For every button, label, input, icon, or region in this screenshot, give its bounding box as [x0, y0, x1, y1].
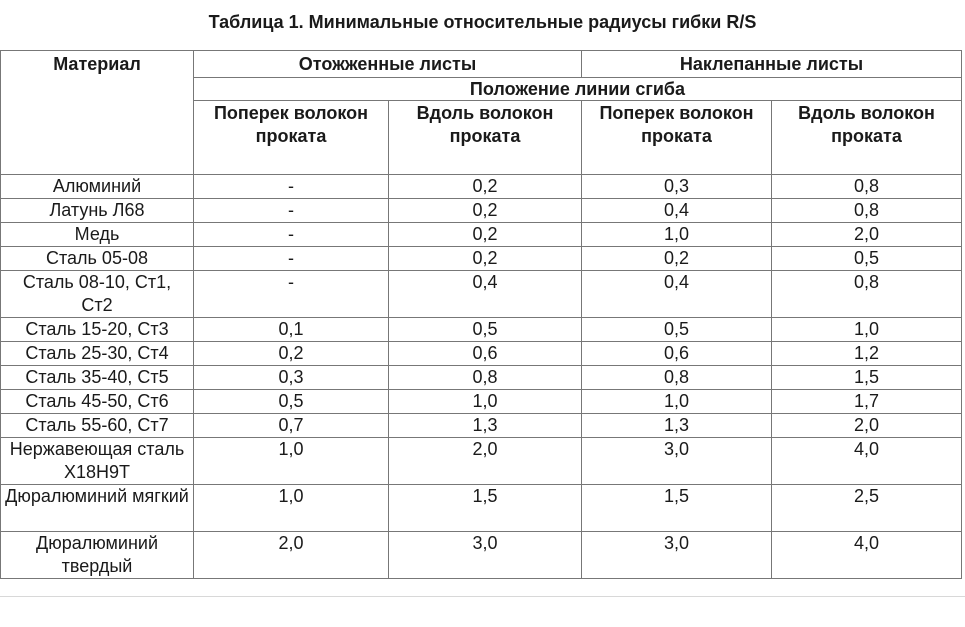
table-row: [1, 199, 962, 223]
table-row: [1, 532, 962, 579]
value-cell: 2,0: [772, 223, 962, 247]
header-hardened-across: Поперек волокон проката: [582, 101, 772, 175]
bottom-divider: [0, 596, 965, 597]
header-annealed-along: Вдоль волокон проката: [389, 101, 582, 175]
value-cell: 4,0: [772, 532, 962, 579]
value-cell: 1,0: [582, 390, 772, 414]
value-cell: 0,6: [389, 342, 582, 366]
value-cell: 2,0: [194, 532, 389, 579]
value-cell: 2,0: [389, 438, 582, 485]
material-cell: Дюралюминий мягкий: [1, 485, 194, 532]
table-row: [1, 271, 962, 318]
value-cell: 0,3: [582, 175, 772, 199]
value-cell: -: [194, 199, 389, 223]
value-cell: 3,0: [389, 532, 582, 579]
value-cell: 1,3: [582, 414, 772, 438]
value-cell: 0,4: [389, 271, 582, 318]
value-cell: 0,1: [194, 318, 389, 342]
header-annealed: Отожженные листы: [194, 51, 582, 78]
value-cell: 3,0: [582, 438, 772, 485]
value-cell: 1,3: [389, 414, 582, 438]
material-cell: Сталь 55-60, Ст7: [1, 414, 194, 438]
table-row: [1, 485, 962, 532]
value-cell: 0,7: [194, 414, 389, 438]
value-cell: 2,0: [772, 414, 962, 438]
value-cell: 2,5: [772, 485, 962, 532]
bend-radius-table: [0, 50, 962, 579]
material-cell: Медь: [1, 223, 194, 247]
value-cell: 0,2: [389, 199, 582, 223]
header-bend-line: Положение линии сгиба: [194, 78, 962, 101]
value-cell: -: [194, 271, 389, 318]
value-cell: 3,0: [582, 532, 772, 579]
table-row: [1, 366, 962, 390]
value-cell: 0,3: [194, 366, 389, 390]
value-cell: 0,8: [772, 199, 962, 223]
material-cell: Сталь 05-08: [1, 247, 194, 271]
value-cell: 4,0: [772, 438, 962, 485]
value-cell: 0,2: [194, 342, 389, 366]
header-material: Материал: [1, 51, 194, 175]
table-row: [1, 318, 962, 342]
value-cell: 0,8: [772, 175, 962, 199]
value-cell: 0,5: [772, 247, 962, 271]
table-row: [1, 438, 962, 485]
value-cell: 1,5: [389, 485, 582, 532]
value-cell: 1,0: [194, 438, 389, 485]
material-cell: Сталь 15-20, Ст3: [1, 318, 194, 342]
value-cell: 0,2: [582, 247, 772, 271]
material-cell: Дюралюминий твердый: [1, 532, 194, 579]
table-row: [1, 223, 962, 247]
value-cell: 0,2: [389, 175, 582, 199]
value-cell: 1,0: [582, 223, 772, 247]
header-annealed-across: Поперек волокон проката: [194, 101, 389, 175]
value-cell: 0,5: [389, 318, 582, 342]
value-cell: 0,5: [194, 390, 389, 414]
value-cell: 1,0: [389, 390, 582, 414]
value-cell: 0,2: [389, 223, 582, 247]
table-row: [1, 175, 962, 199]
table-row: [1, 390, 962, 414]
value-cell: 1,0: [772, 318, 962, 342]
table-title: Таблица 1. Минимальные относительные радиусы гибки R/S: [208, 12, 757, 32]
value-cell: 0,5: [582, 318, 772, 342]
material-cell: Сталь 25-30, Ст4: [1, 342, 194, 366]
value-cell: 0,8: [772, 271, 962, 318]
table-row: [1, 247, 962, 271]
table-row: [1, 414, 962, 438]
material-cell: Алюминий: [1, 175, 194, 199]
value-cell: 0,8: [582, 366, 772, 390]
material-cell: Латунь Л68: [1, 199, 194, 223]
value-cell: 1,0: [194, 485, 389, 532]
header-hardened: Наклепанные листы: [582, 51, 962, 78]
value-cell: 1,7: [772, 390, 962, 414]
value-cell: 0,4: [582, 271, 772, 318]
value-cell: 0,6: [582, 342, 772, 366]
value-cell: -: [194, 247, 389, 271]
table-row: [1, 342, 962, 366]
value-cell: 0,2: [389, 247, 582, 271]
material-cell: Сталь 08-10, Ст1, Ст2: [1, 271, 194, 318]
material-cell: Сталь 35-40, Ст5: [1, 366, 194, 390]
header-hardened-along: Вдоль волокон проката: [772, 101, 962, 175]
value-cell: -: [194, 175, 389, 199]
value-cell: 1,5: [582, 485, 772, 532]
material-cell: Нержавеющая сталь Х18Н9Т: [1, 438, 194, 485]
value-cell: 1,2: [772, 342, 962, 366]
value-cell: 0,4: [582, 199, 772, 223]
value-cell: -: [194, 223, 389, 247]
material-cell: Сталь 45-50, Ст6: [1, 390, 194, 414]
value-cell: 0,8: [389, 366, 582, 390]
value-cell: 1,5: [772, 366, 962, 390]
